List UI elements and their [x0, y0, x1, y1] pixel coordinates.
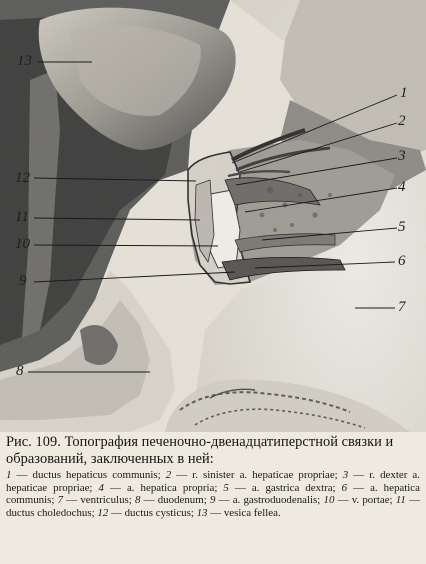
label-5: 5 — [398, 219, 406, 235]
legend-number: 1 — [6, 469, 12, 481]
legend-text: a. gastrica dextra; — [251, 481, 336, 494]
label-3: 3 — [398, 148, 406, 164]
legend-entry: 13 — vesica fellea. — [196, 506, 281, 519]
legend-text: a. hepatica communis; — [6, 481, 420, 507]
legend-entry: 3 — r. dexter a. hepaticae propriae; — [6, 469, 420, 494]
legend-entry: 9 — a. gastroduodenalis; — [209, 494, 321, 507]
legend-text: duodenum; — [157, 494, 207, 507]
legend-number: 6 — [341, 481, 348, 494]
legend-text: a. gastroduodenalis; — [232, 494, 321, 507]
label-11: 11 — [15, 209, 29, 225]
legend-number: 2 — [165, 469, 172, 481]
legend-entry: 8 — duodenum; — [134, 494, 207, 507]
legend-text: a. hepatica propria; — [126, 481, 218, 494]
legend-number: 5 — [223, 481, 229, 494]
legend-text: vesica fellea. — [223, 506, 281, 519]
label-13: 13 — [17, 53, 32, 69]
legend-number: 9 — [209, 494, 216, 507]
caption-legend — [6, 469, 420, 519]
legend-number: 4 — [98, 481, 104, 494]
legend-text: ductus hepaticus communis; — [32, 469, 161, 481]
figure-caption — [6, 434, 420, 519]
label-10: 10 — [15, 236, 30, 252]
label-2: 2 — [398, 113, 406, 129]
legend-entry: 2 — r. sinister a. hepaticae propriae; — [165, 469, 338, 481]
legend-entry: 10 — v. portae; — [323, 494, 393, 507]
legend-text: ductus cysticus; — [124, 506, 194, 519]
legend-text: r. sinister a. hepaticae propriae; — [192, 469, 338, 481]
label-1: 1 — [400, 85, 408, 101]
label-7: 7 — [398, 299, 406, 315]
label-12: 12 — [15, 170, 30, 186]
legend-text: r. dexter a. hepaticae propriae; — [6, 469, 420, 494]
legend-entry: 7 — ventriculus; — [57, 494, 132, 507]
legend-text: ventriculus; — [80, 494, 132, 507]
legend-text: v. portae; — [351, 494, 393, 507]
legend-number: 8 — [134, 494, 141, 507]
label-6: 6 — [398, 253, 406, 269]
legend-entry: 4 — a. hepatica propria; — [98, 481, 218, 494]
legend-text: ductus choledochus; — [6, 506, 95, 519]
legend-number: 3 — [342, 469, 349, 481]
legend-number: 13 — [196, 506, 208, 519]
legend-number: 11 — [395, 494, 406, 507]
legend-number: 12 — [97, 506, 109, 519]
legend-entry: 6 — a. hepatica communis; — [6, 481, 420, 507]
label-4: 4 — [398, 179, 406, 195]
legend-entry: 12 — ductus cysticus; — [97, 506, 194, 519]
label-9: 9 — [19, 273, 27, 289]
legend-entry: 11 — ductus choledochus; — [6, 494, 420, 519]
legend-number: 7 — [57, 494, 64, 507]
caption-title: Рис. 109. Топография печеночно-двенадцатиперстной связки и образований, заключенных в ней: — [6, 434, 394, 467]
legend-entry: 1 — ductus hepaticus communis; — [6, 469, 161, 481]
label-8: 8 — [16, 363, 24, 379]
legend-entry: 5 — a. gastrica dextra; — [223, 481, 336, 494]
legend-number: 10 — [323, 494, 335, 507]
